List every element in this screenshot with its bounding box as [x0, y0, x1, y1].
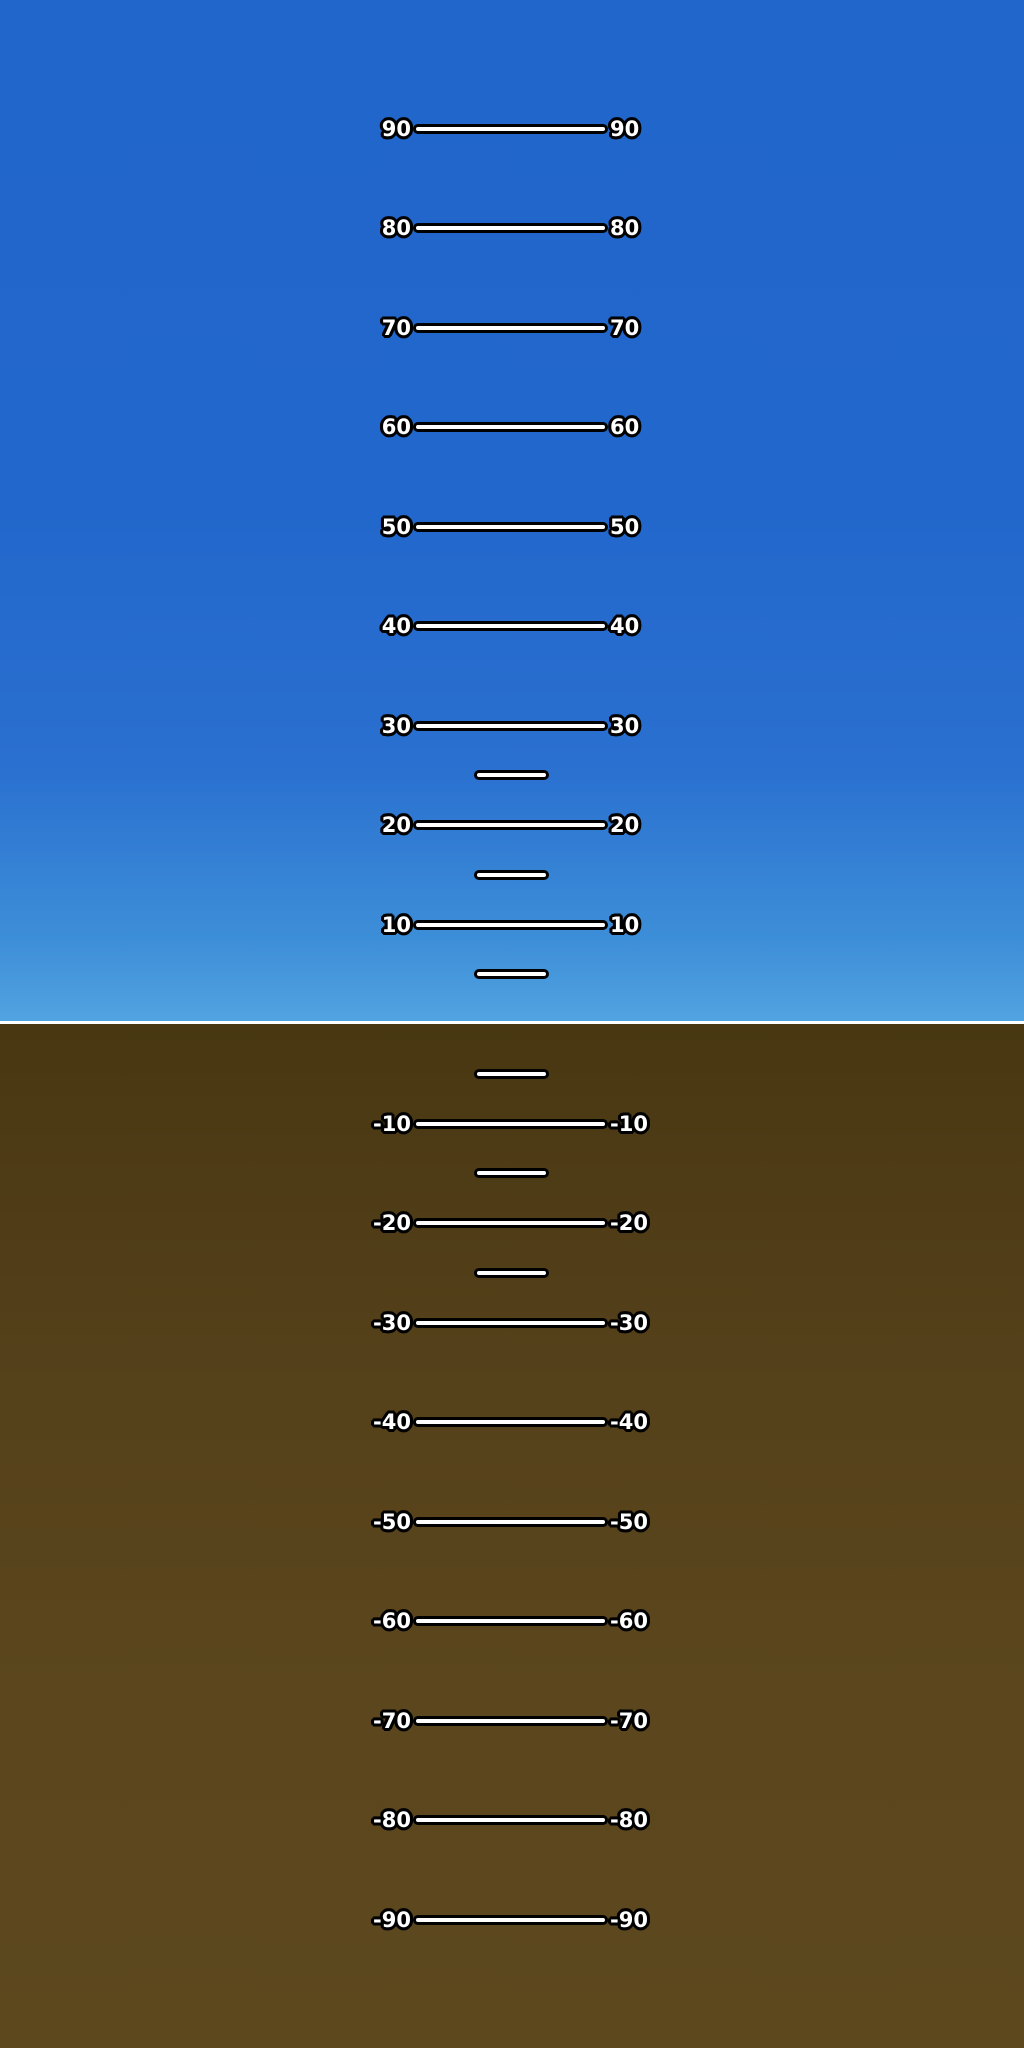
pitch-label-right-80: 80 [610, 216, 640, 240]
pitch-label-left--90: -90 [373, 1907, 411, 1932]
pitch-line-90 [413, 124, 608, 134]
pitch-label-left-60: 60 [381, 415, 411, 439]
pitch-label-right-50: 50 [610, 514, 640, 539]
pitch-label-left--10: -10 [373, 1111, 411, 1136]
pitch-line-minor-25 [474, 770, 549, 780]
pitch-label-left-40: 40 [381, 614, 411, 638]
pitch-line-20 [413, 820, 608, 830]
pitch-line-60 [413, 422, 608, 432]
pitch-label-left--40: -40 [373, 1410, 411, 1434]
pitch-line--40 [413, 1417, 608, 1427]
pitch-label-right--70: -70 [610, 1708, 648, 1733]
pitch-label-right--50: -50 [610, 1509, 648, 1534]
pitch-label-left-80: 80 [381, 216, 411, 240]
pitch-label-right--80: -80 [610, 1808, 648, 1832]
pitch-label-right--40: -40 [610, 1410, 648, 1434]
pitch-line-50 [413, 522, 608, 532]
pitch-label-left--50: -50 [373, 1509, 411, 1534]
pitch-label-left--80: -80 [373, 1808, 411, 1832]
pitch-line-80 [413, 223, 608, 233]
pitch-label-left-30: 30 [381, 713, 411, 738]
pitch-label-right--30: -30 [610, 1310, 648, 1335]
pitch-label-right--20: -20 [610, 1211, 648, 1235]
pitch-label-right-60: 60 [610, 415, 640, 439]
pitch-label-right-70: 70 [610, 315, 640, 340]
pitch-label-right-40: 40 [610, 614, 640, 638]
pitch-line-40 [413, 621, 608, 631]
pitch-label-right-30: 30 [610, 713, 640, 738]
pitch-label-right-90: 90 [610, 116, 640, 141]
pitch-line-minor-15 [474, 870, 549, 880]
pitch-line-30 [413, 721, 608, 731]
pitch-line--50 [413, 1517, 608, 1527]
pitch-label-left-20: 20 [381, 813, 411, 837]
pitch-label-right-10: 10 [610, 912, 640, 937]
pitch-label-right-20: 20 [610, 813, 640, 837]
pitch-line--70 [413, 1716, 608, 1726]
pitch-line-minor--25 [474, 1268, 549, 1278]
pitch-line-10 [413, 920, 608, 930]
pitch-line--30 [413, 1318, 608, 1328]
pitch-label-left-70: 70 [381, 315, 411, 340]
pitch-line--10 [413, 1119, 608, 1129]
pitch-label-left-10: 10 [381, 912, 411, 937]
pitch-label-right--60: -60 [610, 1609, 648, 1633]
pitch-line--90 [413, 1915, 608, 1925]
pitch-label-right--90: -90 [610, 1907, 648, 1932]
pitch-label-left--30: -30 [373, 1310, 411, 1335]
pitch-line-minor--5 [474, 1069, 549, 1079]
pitch-label-left--70: -70 [373, 1708, 411, 1733]
pitch-line--80 [413, 1815, 608, 1825]
pitch-label-left--60: -60 [373, 1609, 411, 1633]
pitch-line-minor-5 [474, 969, 549, 979]
pitch-line--20 [413, 1218, 608, 1228]
pitch-line--60 [413, 1616, 608, 1626]
pitch-label-right--10: -10 [610, 1111, 648, 1136]
pitch-label-left-50: 50 [381, 514, 411, 539]
pitch-label-left--20: -20 [373, 1211, 411, 1235]
pitch-label-left-90: 90 [381, 116, 411, 141]
pitch-line-70 [413, 323, 608, 333]
pitch-line-minor--15 [474, 1168, 549, 1178]
